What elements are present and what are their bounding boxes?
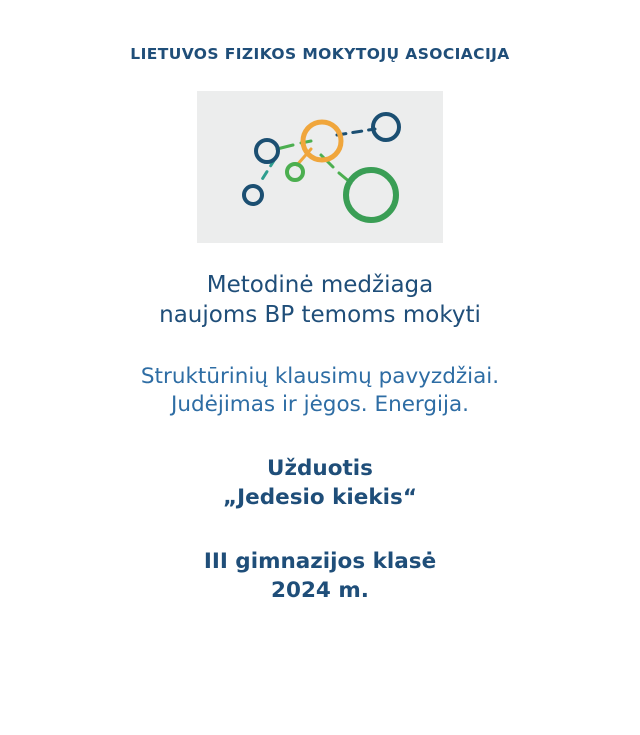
document-subtitle	[141, 363, 499, 420]
document-subtitle-line-1: Struktūrinių klausimų pavyzdžiai.	[140, 363, 500, 389]
class-year: 2024 m.	[271, 577, 369, 603]
class-level: III gimnazijos klasė	[203, 549, 437, 575]
network-nodes-logo	[215, 103, 425, 231]
document-subtitle-line-2: Judėjimas ir jėgos. Energija.	[171, 392, 469, 418]
task-heading	[223, 455, 417, 512]
logo-container	[197, 91, 443, 243]
organization-title: LIETUVOS FIZIKOS MOKYTOJŲ ASOCIACIJA	[130, 45, 510, 63]
document-title-line-1: Metodinė medžiaga	[206, 272, 434, 298]
document-title	[159, 270, 481, 331]
task-label: Užduotis	[267, 456, 373, 482]
document-title-line-2: naujoms BP temoms mokyti	[159, 302, 481, 329]
task-name: „Jedesio kiekis“	[223, 484, 417, 510]
class-info	[204, 548, 436, 605]
